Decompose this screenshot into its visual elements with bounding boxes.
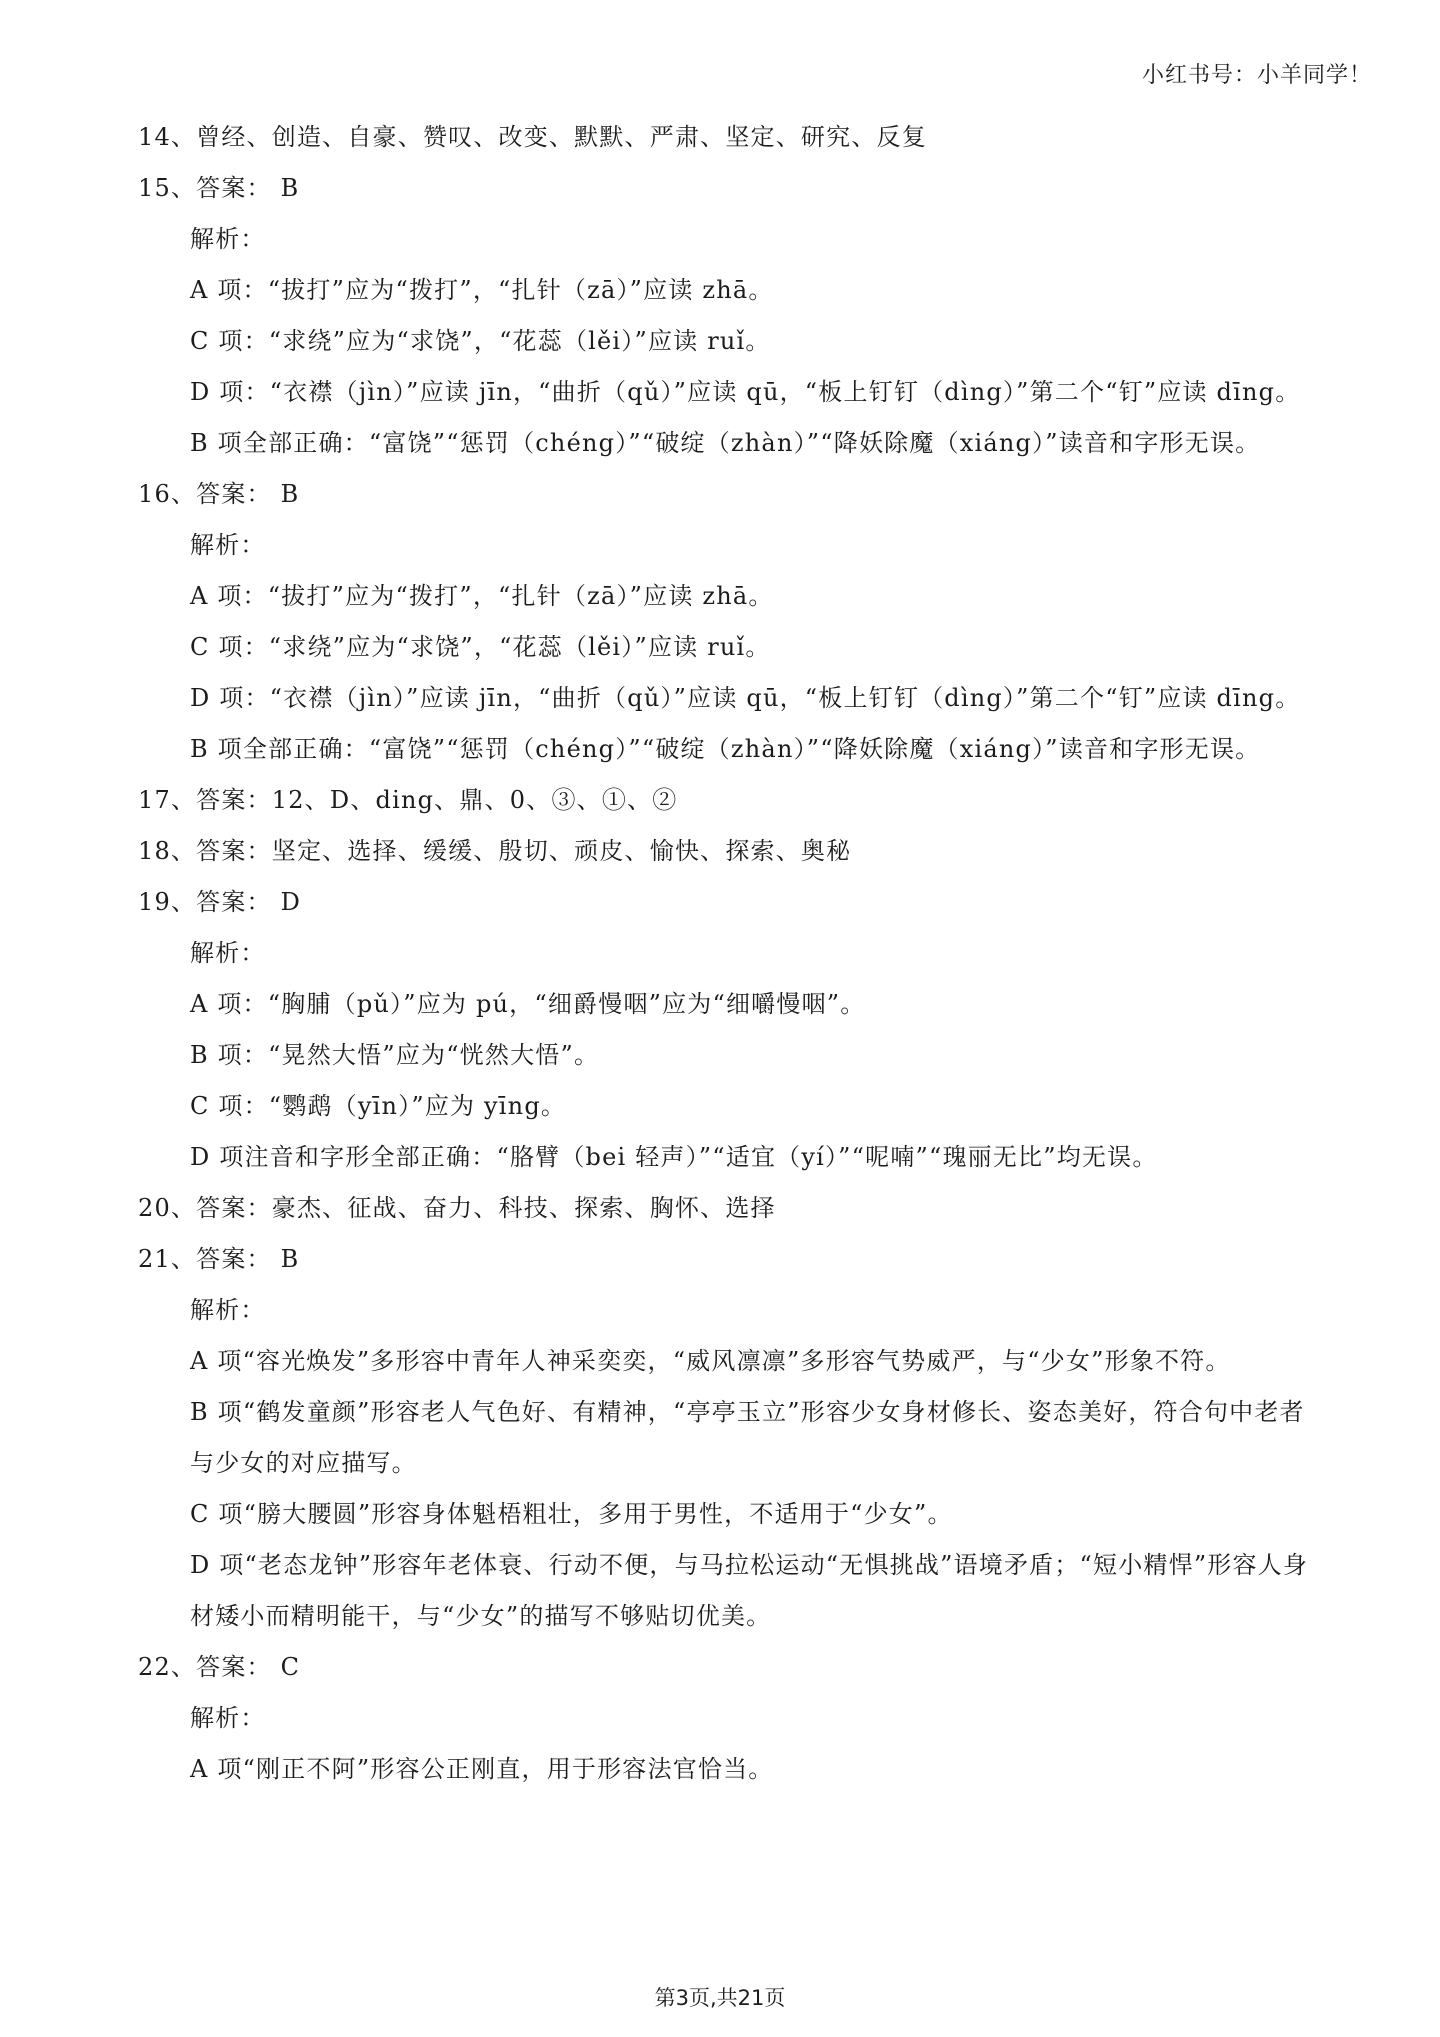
explanation-line: D 项注音和字形全部正确：“胳臂（bei 轻声）”“适宜（yí）”“呢喃”“瑰丽无比”均无误。 [190, 1143, 1158, 1171]
answer-line: 22、答案： C [138, 1653, 301, 1681]
explanation-line: D 项：“衣襟（jìn）”应读 jīn，“曲折（qǔ）”应读 qū，“板上钉钉（dìng）”第二个“钉”应读 dīng。 [190, 684, 1301, 712]
explanation-line: 解析： [190, 531, 266, 559]
explanation-line: D 项“老态龙钟”形容年老体衰、行动不便，与马拉松运动“无惧挑战”语境矛盾；“短小精悍”形容人身材矮小而精明能干，与“少女”的描写不够贴切优美。 [190, 1551, 1309, 1630]
explanation-line: B 项：“晃然大悟”应为“恍然大悟”。 [190, 1041, 600, 1069]
explanation-line: C 项：“求绕”应为“求饶”，“花蕊（lěi）”应读 ruǐ。 [190, 327, 771, 355]
explanation-line: A 项：“拔打”应为“拨打”，“扎针（zā）”应读 zhā。 [190, 276, 774, 304]
answer-line: 20、答案：豪杰、征战、奋力、科技、探索、胸怀、选择 [138, 1194, 776, 1222]
explanation-line: B 项全部正确：“富饶”“惩罚（chéng）”“破绽（zhàn）”“降妖除魔（xiáng）”读音和字形无误。 [190, 735, 1261, 763]
answer-line: 21、答案： B [138, 1245, 300, 1273]
answer-line: 17、答案：12、D、ding、鼎、0、③、①、② [138, 786, 678, 814]
explanation-line: 解析： [190, 939, 266, 967]
explanation-line: C 项：“求绕”应为“求饶”，“花蕊（lěi）”应读 ruǐ。 [190, 633, 771, 661]
explanation-line: A 项“刚正不阿”形容公正刚直，用于形容法官恰当。 [190, 1755, 774, 1783]
answer-line: 19、答案： D [138, 888, 302, 916]
explanation-line: 解析： [190, 1704, 266, 1732]
explanation-line: B 项全部正确：“富饶”“惩罚（chéng）”“破绽（zhàn）”“降妖除魔（xiáng）”读音和字形无误。 [190, 429, 1261, 457]
answer-line: 15、答案： B [138, 174, 300, 202]
explanation-line: A 项：“拔打”应为“拨打”，“扎针（zā）”应读 zhā。 [190, 582, 774, 610]
explanation-line: D 项：“衣襟（jìn）”应读 jīn，“曲折（qǔ）”应读 qū，“板上钉钉（dìng）”第二个“钉”应读 dīng。 [190, 378, 1301, 406]
answer-line: 14、曾经、创造、自豪、赞叹、改变、默默、严肃、坚定、研究、反复 [138, 123, 927, 151]
explanation-line: C 项：“鹦鹉（yīn）”应为 yīng。 [190, 1092, 567, 1120]
explanation-line: 解析： [190, 1296, 266, 1324]
explanation-line: B 项“鹤发童颜”形容老人气色好、有精神，“亭亭玉立”形容少女身材修长、姿态美好，符合句中老者与少女的对应描写。 [190, 1398, 1305, 1477]
answer-key-body [138, 112, 1313, 1795]
explanation-line: C 项“膀大腰圆”形容身体魁梧粗壮，多用于男性，不适用于“少女”。 [190, 1500, 953, 1528]
explanation-line: A 项：“胸脯（pǔ）”应为 pú，“细爵慢咽”应为“细嚼慢咽”。 [190, 990, 866, 1018]
explanation-line: 解析： [190, 225, 266, 253]
explanation-line: A 项“容光焕发”多形容中青年人神采奕奕，“威风凛凛”多形容气势威严，与“少女”形象不符。 [190, 1347, 1231, 1375]
answer-line: 18、答案：坚定、选择、缓缓、殷切、顽皮、愉快、探索、奥秘 [138, 837, 852, 865]
page-number: 第3页,共21页 [654, 1986, 786, 2010]
answer-line: 16、答案： B [138, 480, 300, 508]
watermark: 小红书号：小羊同学！ [1141, 63, 1372, 88]
